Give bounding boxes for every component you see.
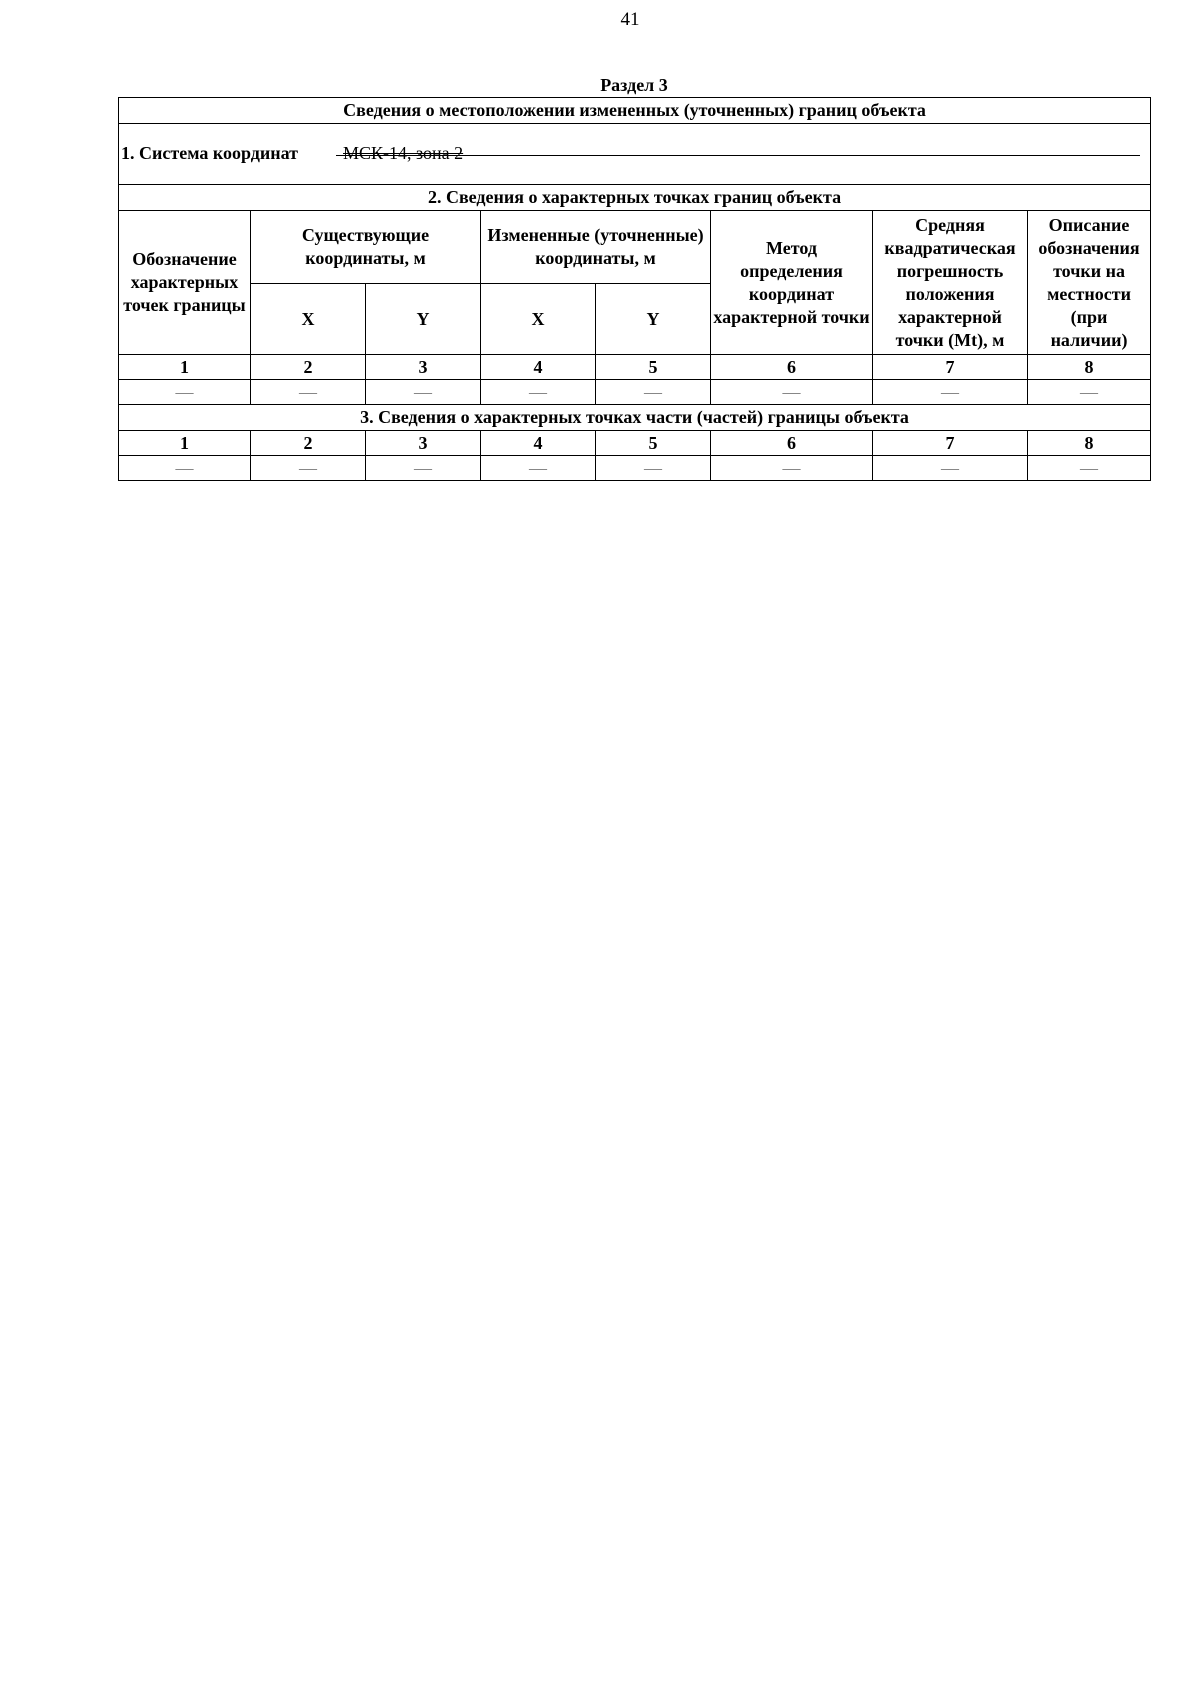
table-cell: —	[251, 380, 366, 405]
page-number: 41	[620, 9, 640, 30]
table-cell: —	[251, 456, 366, 481]
header-description: Описание обозначения точки на местности (при наличии)	[1028, 211, 1151, 355]
table-cell: —	[596, 380, 711, 405]
table-cell: —	[873, 456, 1028, 481]
table-title-row	[119, 98, 1151, 124]
section2-header-row	[119, 211, 1151, 284]
column-number: 7	[873, 355, 1028, 380]
table-cell: —	[711, 380, 873, 405]
column-number: 3	[366, 431, 481, 456]
column-number: 6	[711, 431, 873, 456]
coordinate-system-row	[119, 124, 1151, 185]
section2-title: 2. Сведения о характерных точках границ объекта	[119, 185, 1151, 211]
column-number: 7	[873, 431, 1028, 456]
column-number: 4	[481, 355, 596, 380]
column-number: 8	[1028, 355, 1151, 380]
table-row	[119, 380, 1151, 405]
header-y-changed: Y	[596, 284, 711, 355]
column-number: 3	[366, 355, 481, 380]
section2-title-row	[119, 185, 1151, 211]
section2-column-numbers	[119, 355, 1151, 380]
header-existing: Существующие координаты, м	[251, 211, 481, 284]
header-changed: Измененные (уточненные) координаты, м	[481, 211, 711, 284]
section3-column-numbers	[119, 431, 1151, 456]
column-number: 6	[711, 355, 873, 380]
header-y-existing: Y	[366, 284, 481, 355]
header-x-existing: X	[251, 284, 366, 355]
section3-title: 3. Сведения о характерных точках части (частей) границы объекта	[119, 405, 1151, 431]
table-cell: —	[596, 456, 711, 481]
column-number: 1	[119, 431, 251, 456]
header-error: Средняя квадратическая погрешность положения характерной точки (Mt), м	[873, 211, 1028, 355]
table-title: Сведения о местоположении измененных (уточненных) границ объекта	[119, 98, 1151, 124]
table-cell: —	[1028, 456, 1151, 481]
table-cell: —	[481, 380, 596, 405]
table-cell: —	[366, 380, 481, 405]
header-method: Метод определения координат характерной точки	[711, 211, 873, 355]
header-designation: Обозначение характерных точек границы	[119, 211, 251, 355]
coordinate-system-label: 1. Система координат	[121, 143, 298, 163]
column-number: 1	[119, 355, 251, 380]
column-number: 4	[481, 431, 596, 456]
table-row	[119, 456, 1151, 481]
boundary-table	[118, 97, 1151, 481]
column-number: 2	[251, 355, 366, 380]
table-cell: —	[119, 380, 251, 405]
column-number: 5	[596, 431, 711, 456]
column-number: 8	[1028, 431, 1151, 456]
section-title: Раздел 3	[600, 75, 668, 95]
coordinate-system-value: МСК-14, зона 2	[343, 143, 464, 163]
section3-title-row	[119, 405, 1151, 431]
table-cell: —	[1028, 380, 1151, 405]
table-cell: —	[366, 456, 481, 481]
table-cell: —	[873, 380, 1028, 405]
column-number: 5	[596, 355, 711, 380]
header-x-changed: X	[481, 284, 596, 355]
table-cell: —	[711, 456, 873, 481]
table-cell: —	[119, 456, 251, 481]
table-cell: —	[481, 456, 596, 481]
column-number: 2	[251, 431, 366, 456]
